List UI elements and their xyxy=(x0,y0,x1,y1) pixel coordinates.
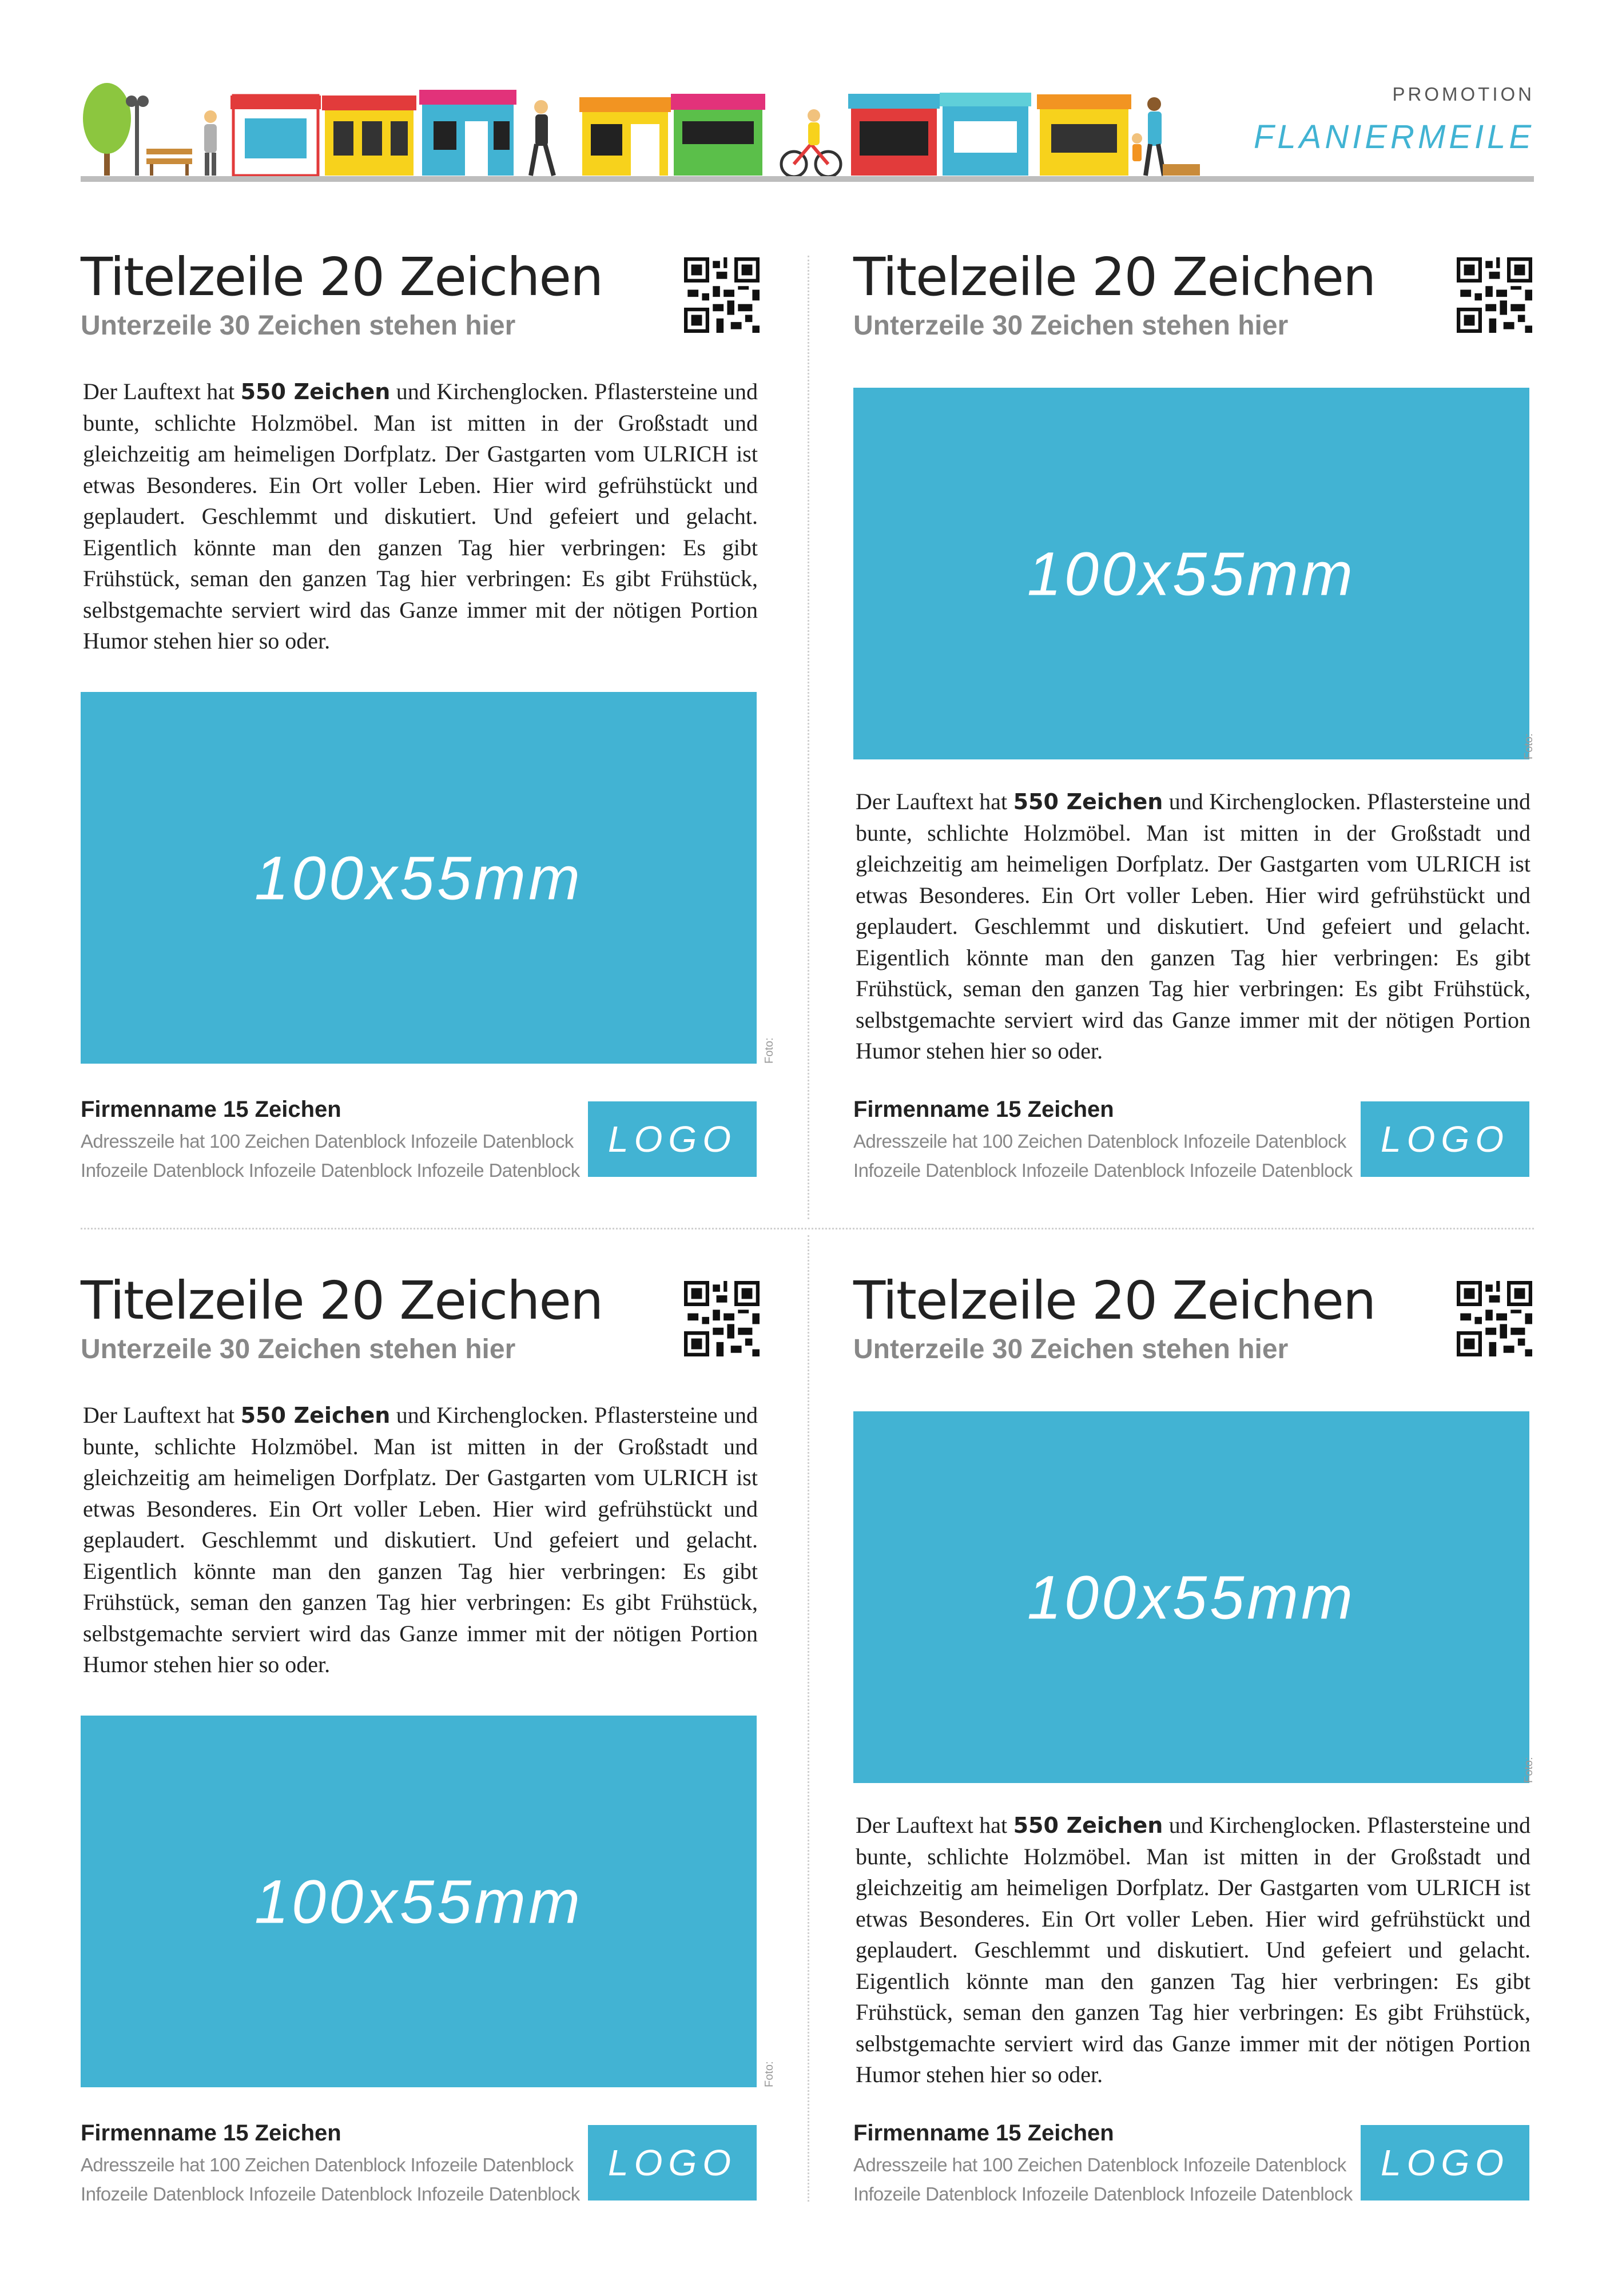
company-name: Firmenname 15 Zeichen xyxy=(853,2120,1114,2146)
address-line-2: Infozeile Datenblock Infozeile Datenblock Infozeile Datenblock xyxy=(81,1160,580,1181)
company-name: Firmenname 15 Zeichen xyxy=(81,1097,341,1122)
card-body-text: Der Lauftext hat 550 Zeichen und Kirchenglocken. Pflastersteine und bunte, schlichte Holzmöbel. Man ist mitten in der Großstadt und gleichzeitig am heimeligen Dorfplatz. Der Gastgarten vom ULRICH ist etwas Besonderes. Ein Ort voller Leben. Hier wird gefrühstückt und geplaudert. Geschlemmt und diskutiert. Und gefeiert und gelacht. Eigentlich könnte man den ganzen Tag hier verbringen: Es gibt Frühstück, seman den ganzen Tag hier verbringen: Es gibt Frühstück, selbstgemachte serviert wird das Ganze immer mit der nötigen Portion Humor stehen hier so oder. xyxy=(83,1402,758,1677)
card-title: Titelzeile 20 Zeichen xyxy=(853,246,1376,308)
promotion-label: PROMOTION xyxy=(1392,83,1535,105)
body-highlight: 550 Zeichen xyxy=(240,379,391,404)
promo-card-3 xyxy=(81,1270,776,2230)
card-title: Titelzeile 20 Zeichen xyxy=(81,246,603,308)
card-subtitle: Unterzeile 30 Zeichen stehen hier xyxy=(853,1334,1289,1364)
promo-card-1 xyxy=(81,246,776,1207)
photo-size-label: 100x55mm xyxy=(1027,1562,1356,1632)
brand-title: FLANIERMEILE xyxy=(1254,118,1535,156)
photo-size-label: 100x55mm xyxy=(254,1867,583,1936)
card-subtitle: Unterzeile 30 Zeichen stehen hier xyxy=(81,311,516,341)
card-body-text: Der Lauftext hat 550 Zeichen und Kirchenglocken. Pflastersteine und bunte, schlichte Holzmöbel. Man ist mitten in der Großstadt und gleichzeitig am heimeligen Dorfplatz. Der Gastgarten vom ULRICH ist etwas Besonderes. Ein Ort voller Leben. Hier wird gefrühstückt und geplaudert. Geschlemmt und diskutiert. Und gefeiert und gelacht. Eigentlich könnte man den ganzen Tag hier verbringen: Es gibt Frühstück, seman den ganzen Tag hier verbringen: Es gibt Frühstück, selbstgemachte serviert wird das Ganze immer mit der nötigen Portion Humor stehen hier so oder. xyxy=(856,1812,1530,2087)
qr-code-icon xyxy=(1457,1281,1532,1356)
column-divider-top xyxy=(808,256,809,1219)
photo-placeholder xyxy=(853,1411,1529,1783)
column-divider-bottom xyxy=(808,1235,809,2202)
photo-size-label: 100x55mm xyxy=(1027,539,1356,608)
photo-credit: Foto: xyxy=(1522,733,1535,759)
address-line-2: Infozeile Datenblock Infozeile Datenblock Infozeile Datenblock xyxy=(853,2183,1353,2205)
card-title: Titelzeile 20 Zeichen xyxy=(853,1270,1376,1331)
address-line-1: Adresszeile hat 100 Zeichen Datenblock Infozeile Datenblock xyxy=(853,2154,1346,2175)
card-body-text: Der Lauftext hat 550 Zeichen und Kirchenglocken. Pflastersteine und bunte, schlichte Holzmöbel. Man ist mitten in der Großstadt und gleichzeitig am heimeligen Dorfplatz. Der Gastgarten vom ULRICH ist etwas Besonderes. Ein Ort voller Leben. Hier wird gefrühstückt und geplaudert. Geschlemmt und diskutiert. Und gefeiert und gelacht. Eigentlich könnte man den ganzen Tag hier verbringen: Es gibt Frühstück, seman den ganzen Tag hier verbringen: Es gibt Frühstück, selbstgemachte serviert wird das Ganze immer mit der nötigen Portion Humor stehen hier so oder. xyxy=(83,379,758,654)
street-scene-icon xyxy=(79,75,1200,178)
logo-placeholder: LOGO xyxy=(1361,1101,1529,1177)
qr-code-icon xyxy=(1457,257,1532,333)
photo-placeholder xyxy=(853,388,1529,759)
photo-credit: Foto: xyxy=(763,1037,776,1064)
company-name: Firmenname 15 Zeichen xyxy=(81,2120,341,2146)
page-header xyxy=(0,0,1614,189)
company-name: Firmenname 15 Zeichen xyxy=(853,1097,1114,1122)
body-highlight: 550 Zeichen xyxy=(1013,1813,1163,1838)
photo-credit: Foto: xyxy=(763,2061,776,2087)
card-subtitle: Unterzeile 30 Zeichen stehen hier xyxy=(853,311,1289,341)
body-highlight: 550 Zeichen xyxy=(240,1403,391,1428)
row-divider xyxy=(81,1228,1534,1229)
header-rule xyxy=(81,176,1534,182)
logo-placeholder: LOGO xyxy=(588,2125,757,2201)
address-line-2: Infozeile Datenblock Infozeile Datenblock Infozeile Datenblock xyxy=(81,2183,580,2205)
photo-size-label: 100x55mm xyxy=(254,843,583,913)
card-subtitle: Unterzeile 30 Zeichen stehen hier xyxy=(81,1334,516,1364)
photo-placeholder xyxy=(81,692,757,1064)
promo-card-2 xyxy=(853,246,1534,1207)
logo-placeholder: LOGO xyxy=(1361,2125,1529,2201)
body-highlight: 550 Zeichen xyxy=(1013,789,1163,814)
address-line-1: Adresszeile hat 100 Zeichen Datenblock Infozeile Datenblock xyxy=(81,1131,574,1152)
qr-code-icon xyxy=(684,1281,760,1356)
promo-card-4 xyxy=(853,1270,1534,2230)
qr-code-icon xyxy=(684,257,760,333)
card-body-text: Der Lauftext hat 550 Zeichen und Kirchenglocken. Pflastersteine und bunte, schlichte Holzmöbel. Man ist mitten in der Großstadt und gleichzeitig am heimeligen Dorfplatz. Der Gastgarten vom ULRICH ist etwas Besonderes. Ein Ort voller Leben. Hier wird gefrühstückt und geplaudert. Geschlemmt und diskutiert. Und gefeiert und gelacht. Eigentlich könnte man den ganzen Tag hier verbringen: Es gibt Frühstück, seman den ganzen Tag hier verbringen: Es gibt Frühstück, selbstgemachte serviert wird das Ganze immer mit der nötigen Portion Humor stehen hier so oder. xyxy=(856,789,1530,1064)
photo-placeholder xyxy=(81,1716,757,2087)
logo-placeholder: LOGO xyxy=(588,1101,757,1177)
card-title: Titelzeile 20 Zeichen xyxy=(81,1270,603,1331)
address-line-1: Adresszeile hat 100 Zeichen Datenblock Infozeile Datenblock xyxy=(81,2154,574,2175)
address-line-1: Adresszeile hat 100 Zeichen Datenblock Infozeile Datenblock xyxy=(853,1131,1346,1152)
address-line-2: Infozeile Datenblock Infozeile Datenblock Infozeile Datenblock xyxy=(853,1160,1353,1181)
photo-credit: Foto: xyxy=(1522,1757,1535,1783)
